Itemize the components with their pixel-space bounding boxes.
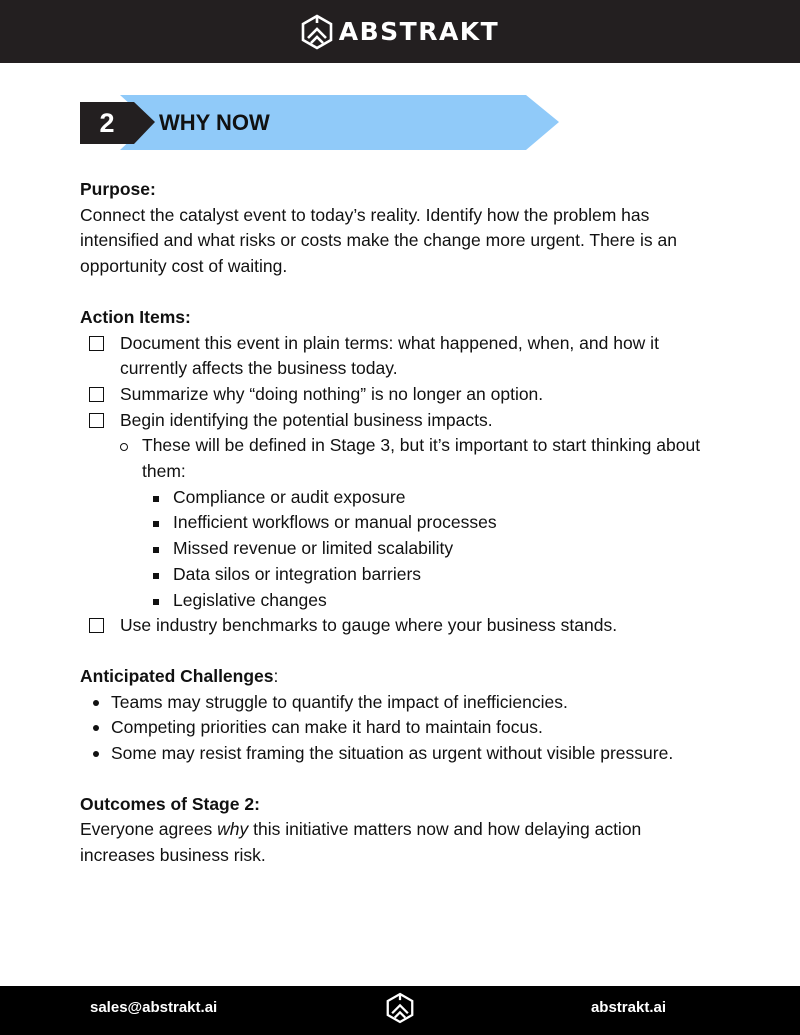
impact-text: Data silos or integration barriers — [173, 563, 422, 584]
abstrakt-logo-icon — [386, 992, 414, 1024]
challenges-list — [80, 690, 720, 767]
top-header-bar — [0, 0, 800, 63]
checkbox-icon — [89, 336, 104, 351]
impact-text: Inefficient workflows or manual processes — [173, 512, 497, 533]
list-item — [142, 510, 720, 536]
circle-bullet-icon — [120, 443, 128, 451]
checkbox-icon — [89, 387, 104, 402]
footer-bar — [0, 986, 800, 1035]
square-bullet-icon — [153, 521, 159, 527]
brand-name: ABSTRAKT — [338, 17, 500, 46]
list-item — [142, 562, 720, 588]
square-bullet-icon — [153, 496, 159, 502]
sub-item-text: These will be defined in Stage 3, but it’s important to start thinking about them: — [142, 435, 701, 482]
brand-logo — [301, 14, 500, 50]
list-item — [80, 715, 720, 741]
challenges-heading: Anticipated Challenges — [80, 665, 274, 686]
list-item — [89, 382, 720, 408]
action-item-text: Summarize why “doing nothing” is no longer an option. — [120, 383, 544, 404]
section-banner — [80, 95, 560, 150]
purpose-heading: Purpose: — [80, 179, 156, 199]
challenge-text: Teams may struggle to quantify the impact of inefficiencies. — [111, 691, 568, 712]
square-bullet-icon — [153, 547, 159, 553]
impact-text: Legislative changes — [173, 589, 327, 610]
outcomes-text — [80, 817, 720, 868]
list-item — [89, 613, 720, 639]
action-items-list — [80, 331, 720, 639]
bullet-dot-icon — [93, 700, 99, 706]
impact-text: Missed revenue or limited scalability — [173, 538, 454, 559]
outcomes-text-after: this initiative matters now and how delaying action increases business risk. — [80, 819, 642, 866]
challenge-text: Some may resist framing the situation as urgent without visible pressure. — [111, 743, 674, 764]
checkbox-icon — [89, 413, 104, 428]
list-item — [89, 408, 720, 434]
square-bullet-icon — [153, 599, 159, 605]
stage-number: 2 — [99, 108, 115, 138]
list-item — [111, 433, 720, 484]
list-item — [80, 690, 720, 716]
bullet-dot-icon — [93, 751, 99, 757]
outcomes-text-before: Everyone agrees — [80, 819, 218, 840]
outcomes-text-emphasis: why — [217, 819, 249, 840]
purpose-text: Connect the catalyst event to today’s reality. Identify how the problem has intensified and what risks or costs make the change more urgent. There is an opportunity cost of waiting. — [80, 204, 677, 277]
abstrakt-logo-icon — [301, 14, 333, 50]
action-item-text: Use industry benchmarks to gauge where your business stands. — [120, 615, 618, 636]
action-item-text: Document this event in plain terms: what happened, when, and how it currently affects the business today. — [120, 332, 659, 379]
list-item — [80, 741, 720, 767]
challenges-heading-line — [80, 664, 720, 690]
outcomes-heading: Outcomes of Stage 2: — [80, 793, 260, 814]
challenge-text: Competing priorities can make it hard to maintain focus. — [111, 717, 543, 738]
footer-email-link[interactable]: sales@abstrakt.ai — [90, 999, 218, 1016]
bullet-dot-icon — [93, 725, 99, 731]
list-item — [142, 588, 720, 614]
list-item — [89, 331, 720, 382]
list-item — [142, 485, 720, 511]
footer-website-link[interactable]: abstrakt.ai — [590, 999, 666, 1016]
document-body — [80, 177, 720, 869]
checkbox-icon — [89, 618, 104, 633]
list-item — [142, 536, 720, 562]
section-title: WHY NOW — [159, 110, 270, 135]
square-bullet-icon — [153, 573, 159, 579]
impact-text: Compliance or audit exposure — [173, 486, 406, 507]
challenges-colon: : — [273, 665, 279, 686]
action-items-heading: Action Items: — [80, 306, 191, 327]
action-item-text: Begin identifying the potential business impacts. — [120, 409, 493, 430]
banner-arrow-shape — [80, 95, 560, 150]
